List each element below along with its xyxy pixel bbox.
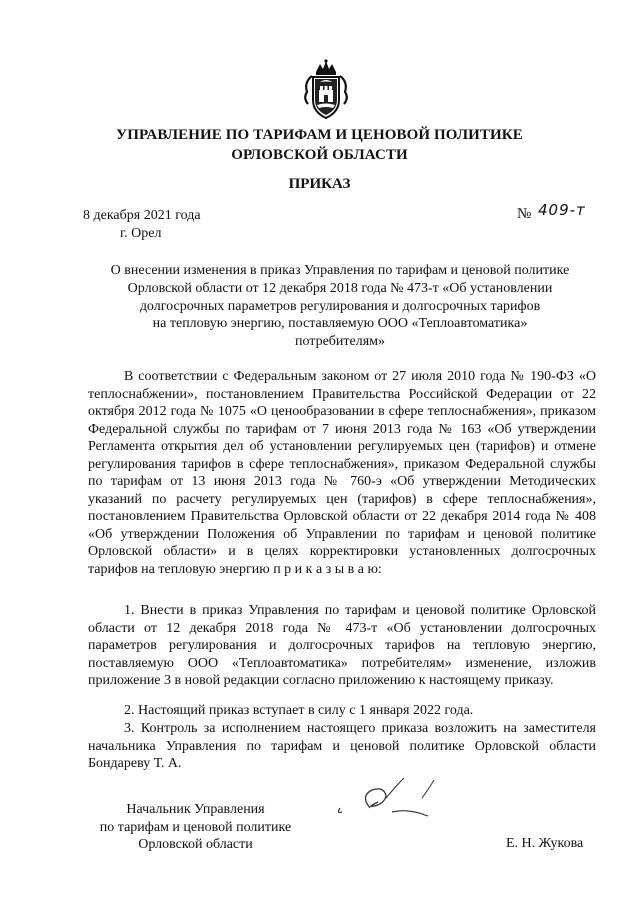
document-date: 8 декабря 2021 года xyxy=(83,208,201,223)
subject-line: потребителям» xyxy=(294,334,386,350)
order-item-3: 3. Контроль за исполнением настоящего приказа возложить на заместителя начальника Управления по тарифам и ценовой политике Орловской области Бондареву Т. А. xyxy=(88,721,596,771)
subject-line: долгосрочных параметров регулирования и долгосрочных тарифов xyxy=(139,298,541,314)
document-type: ПРИКАЗ xyxy=(288,176,351,192)
document-number-handwritten: 409-т xyxy=(538,201,586,219)
signatory-name: Е. Н. Жукова xyxy=(506,836,584,851)
number-label: № xyxy=(517,206,532,222)
preamble-paragraph: В соответствии с Федеральным законом от 27 июля 2010 года № 190-ФЗ «О теплоснабжении», постановлением Правительства Российской Федерации от 22 октября 2012 года № 1075 «О ценообразовании в сфере теплоснабжения», приказом Федеральной службы по тарифам от 7 июня 2013 года № 163 «Об утверждении Регламента открытия дел об установлении регулируемых цен (тарифов) и отмене регулирования тарифов в сфере теплоснабжения», приказом Федеральной службы по тарифам от 13 июня 2013 года № 760-э «Об утверждении Методических указаний по расчету регулируемых цен (тарифов) в сфере теплоснабжения», постановлением Правительства Орловской области от 22 декабря 2014 года № 408 «Об утверждении Положения об Управлении по тарифам и ценовой политике Орловской области» и в целях корректировки установленных долгосрочных тарифов на тепловую энергию п р и к а з ы в а ю: xyxy=(88,369,596,577)
subject-line: Орловской области от 12 декабря 2018 года № 473-т «Об установлении xyxy=(127,280,553,296)
document-subject xyxy=(80,262,600,351)
position-line: Начальник Управления xyxy=(126,802,265,817)
position-line: по тарифам и ценовой политике xyxy=(99,819,292,835)
subject-line: О внесении изменения в приказ Управления по тарифам и ценовой политике xyxy=(110,263,570,278)
position-line: Орловской области xyxy=(138,837,253,852)
org-name-line1: УПРАВЛЕНИЕ ПО ТАРИФАМ И ЦЕНОВОЙ ПОЛИТИКЕ xyxy=(116,127,523,143)
signatory-position xyxy=(88,801,303,854)
handwritten-signature-icon xyxy=(330,768,450,838)
document-city: г. Орел xyxy=(120,226,162,241)
org-name-line2: ОРЛОВСКОЙ ОБЛАСТИ xyxy=(231,147,408,163)
order-item-1: 1. Внести в приказ Управления по тарифам и ценовой политике Орловской области от 12 декабря 2018 года № 473-т «Об установлении долгосрочных параметров регулирования и долгосрочных тарифов на тепловую энергию, поставляемую ООО «Теплоавтоматика» потребителям» изменение, изложив приложение 3 в новой редакции согласно приложению к настоящему приказу. xyxy=(88,603,596,688)
coat-of-arms-icon xyxy=(298,58,354,122)
order-item-2: 2. Настоящий приказ вступает в силу с 1 января 2022 года. xyxy=(124,703,474,718)
subject-line: на тепловую энергию, поставляемую ООО «Теплоавтоматика» xyxy=(152,316,528,332)
